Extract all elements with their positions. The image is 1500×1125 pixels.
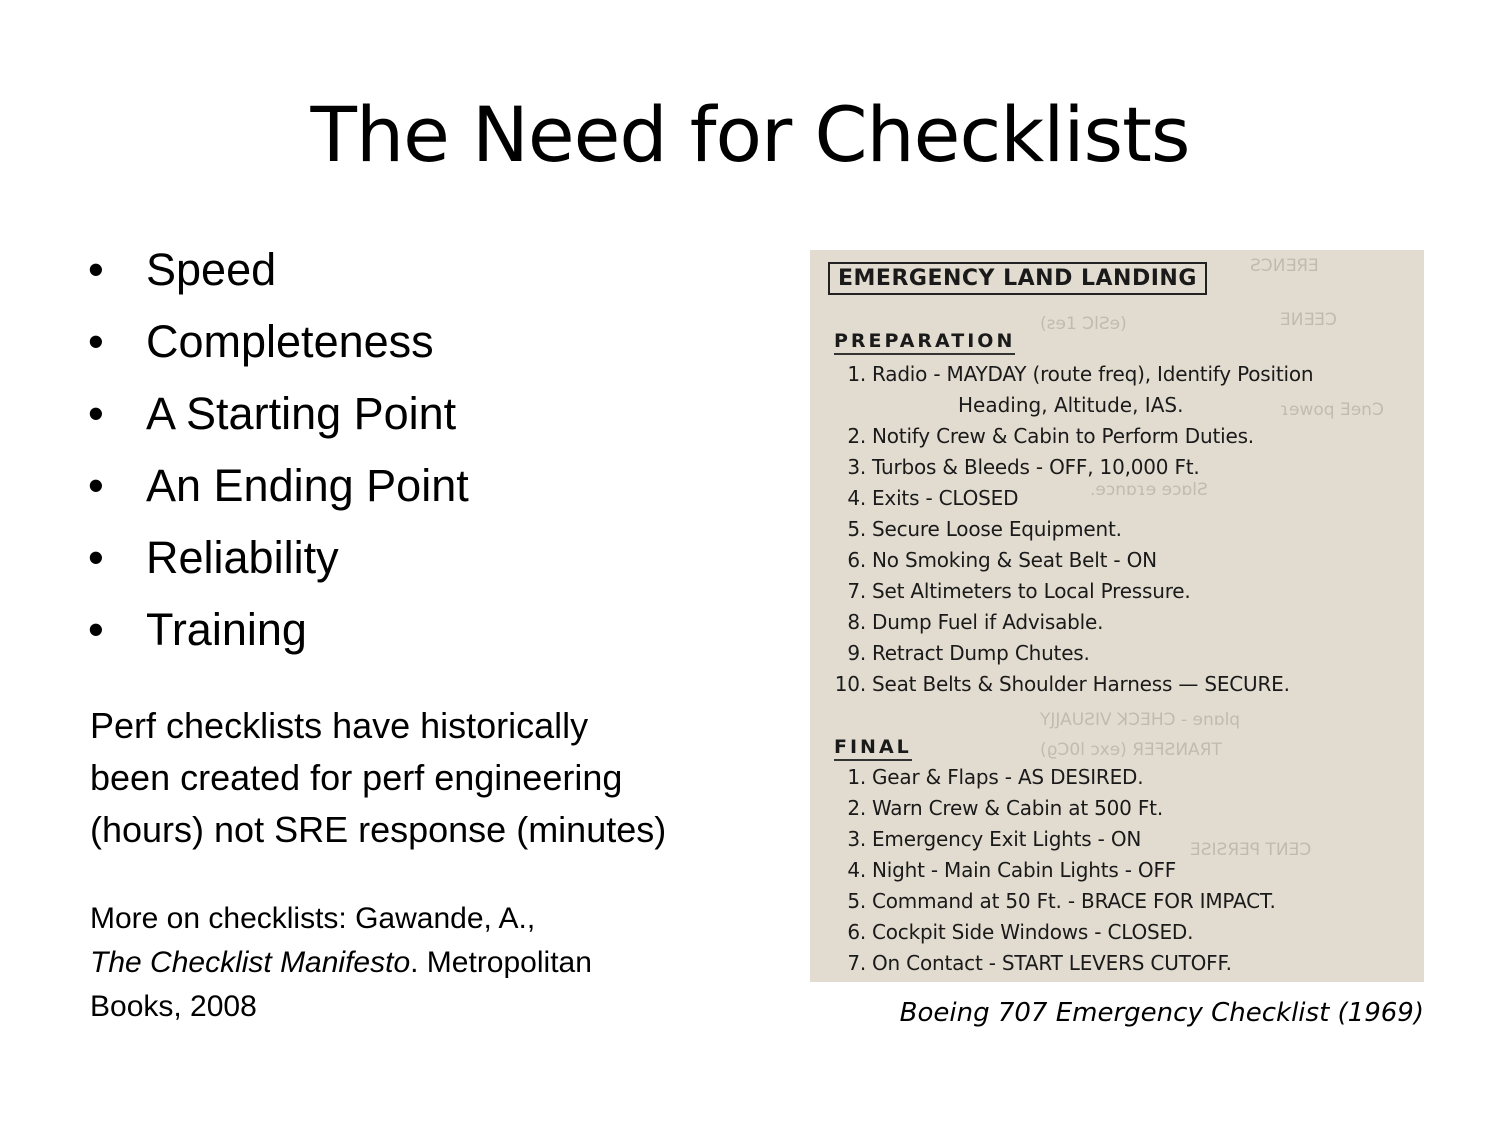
bullet-dot: •: [88, 244, 104, 295]
checklist-line: 3. Turbos & Bleeds - OFF, 10,000 Ft.: [847, 455, 1200, 479]
reference-suffix: . Metropolitan: [410, 946, 592, 979]
checklist-line: 4. Exits - CLOSED: [847, 486, 1019, 510]
bullet-text: Training: [146, 604, 307, 655]
final-label: FINAL: [834, 736, 912, 761]
checklist-line: 7. Set Altimeters to Local Pressure.: [847, 579, 1191, 603]
checklist-line: 6. Cockpit Side Windows - CLOSED.: [847, 920, 1194, 944]
bullet-text: Speed: [146, 244, 277, 295]
checklist-line: 10. Seat Belts & Shoulder Harness — SECURE.: [834, 672, 1290, 696]
bleed-through-decoration: ɿɘwoq ƎɘnƆ: [1280, 400, 1384, 420]
checklist-line: 2. Notify Crew & Cabin to Perform Duties.: [847, 424, 1254, 448]
bullet-dot: •: [88, 388, 104, 439]
bullet-dot: •: [88, 604, 104, 655]
bullet-item: [88, 312, 469, 384]
preparation-label: PREPARATION: [834, 330, 1015, 355]
checklist-line: 5. Secure Loose Equipment.: [847, 517, 1122, 541]
note-line: been created for perf engineering: [90, 757, 623, 798]
bullet-item: [88, 456, 469, 528]
reference-book-title: The Checklist Manifesto: [90, 946, 411, 979]
bullet-dot: •: [88, 316, 104, 367]
bullet-item: [88, 528, 469, 600]
bullet-item: [88, 600, 469, 672]
checklist-line: 5. Command at 50 Ft. - BRACE FOR IMPACT.: [847, 889, 1276, 913]
image-caption: Boeing 707 Emergency Checklist (1969): [899, 998, 1424, 1028]
bleed-through-decoration: ƎИ∃ƎƆ: [1280, 310, 1337, 330]
bullet-dot: •: [88, 460, 104, 511]
checklist-line: Heading, Altitude, IAS.: [958, 393, 1184, 417]
perf-checklist-note: [90, 700, 810, 856]
bullet-item: [88, 240, 469, 312]
reference-prefix: More on checklists: Gawande, A.,: [90, 902, 536, 935]
slide-title: The Need for Checklists: [310, 90, 1190, 179]
bleed-through-decoration: ƧƆИ∃ЯƎ: [1250, 256, 1319, 276]
bleed-through-decoration: YJJAUƧIV ꓘƆƎHƆ - ɘnɒlq: [1040, 710, 1241, 730]
bullet-text: Reliability: [146, 532, 339, 583]
checklist-line: 8. Dump Fuel if Advisable.: [847, 610, 1104, 634]
bullet-text: An Ending Point: [146, 460, 469, 511]
note-line: (hours) not SRE response (minutes): [90, 809, 667, 850]
checklist-line: 4. Night - Main Cabin Lights - OFF: [847, 858, 1177, 882]
reference-citation: [90, 897, 770, 1029]
checklist-line: 1. Radio - MAYDAY (route freq), Identify Position: [847, 362, 1314, 386]
bleed-through-decoration: (ϱƆ0l ɔxɘ) ЯƎꟻƧИAЯT: [1040, 740, 1222, 760]
bleed-through-decoration: ƎƧIƧЯƎꟼ TИƎƆ: [1190, 840, 1312, 860]
checklist-line: 6. No Smoking & Seat Belt - ON: [847, 548, 1157, 572]
checklist-photo: [810, 250, 1424, 982]
checklist-line: 3. Emergency Exit Lights - ON: [847, 827, 1142, 851]
note-line: Perf checklists have historically: [90, 705, 589, 746]
checklist-line: 2. Warn Crew & Cabin at 500 Ft.: [847, 796, 1163, 820]
checklist-line: 9. Retract Dump Chutes.: [847, 641, 1090, 665]
bullet-item: [88, 384, 469, 456]
bleed-through-decoration: .ɘɔnɒɿɘ ɘɔɒlƧ: [1090, 480, 1208, 500]
reference-line3: Books, 2008: [90, 990, 257, 1023]
bleed-through-decoration: (ƨɘ1 ϽlƧɘ): [1040, 314, 1127, 334]
bullet-list: [88, 240, 469, 672]
bullet-text: Completeness: [146, 316, 434, 367]
bullet-dot: •: [88, 532, 104, 583]
bullet-text: A Starting Point: [146, 388, 457, 439]
checklist-heading: EMERGENCY LAND LANDING: [828, 262, 1207, 295]
checklist-line: 1. Gear & Flaps - AS DESIRED.: [847, 765, 1144, 789]
checklist-line: 7. On Contact - START LEVERS CUTOFF.: [847, 951, 1232, 975]
